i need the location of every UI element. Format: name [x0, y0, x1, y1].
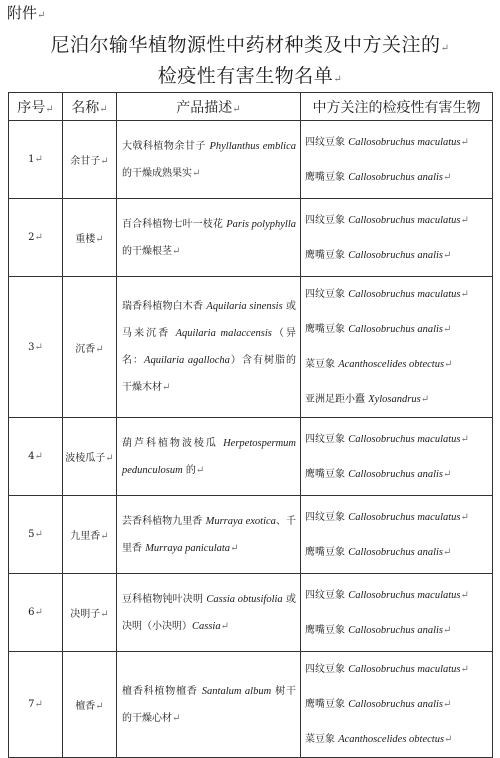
- pest-item: 四纹豆象 Callosobruchus maculatus↵: [305, 589, 469, 601]
- herb-name: 重楼↵: [63, 199, 117, 277]
- pest-item: 鹰嘴豆象 Callosobruchus analis↵: [305, 546, 452, 558]
- table-row: [9, 418, 493, 496]
- page-title-line1: 尼泊尔输华植物源性中药材种类及中方关注的↵: [50, 34, 450, 56]
- row-number: 4↵: [9, 418, 63, 496]
- col-header-name: 名称↵: [63, 93, 117, 121]
- attachment-label: 附件↵: [7, 4, 46, 22]
- row-number: 3↵: [9, 277, 63, 418]
- pest-item: 四纹豆象 Callosobruchus maculatus↵: [305, 511, 469, 523]
- product-description: 葫芦科植物波棱瓜 Herpetospermum pedunculosum 的↵: [117, 418, 301, 496]
- pest-item: 四纹豆象 Callosobruchus maculatus↵: [305, 136, 469, 148]
- page-title-line2: 检疫性有害生物名单↵: [157, 65, 343, 87]
- table-row: [9, 199, 493, 277]
- product-description: 芸香科植物九里香 Murraya exotica、千里香 Murraya paniculata↵: [117, 496, 301, 574]
- table-row: [9, 496, 493, 574]
- pest-item: 鹰嘴豆象 Callosobruchus analis↵: [305, 624, 452, 636]
- product-description: 瑞香科植物白木香 Aquilaria sinensis 或马来沉香 Aquilaria malaccensis（异名：Aquilaria agallocha）含有树脂的干燥木材↵: [117, 277, 301, 418]
- herb-name: 九里香↵: [63, 496, 117, 574]
- row-number: 5↵: [9, 496, 63, 574]
- paragraph-mark: ↵: [37, 10, 46, 21]
- pest-item: 鹰嘴豆象 Callosobruchus analis↵: [305, 171, 452, 183]
- herb-name: 沉香↵: [63, 277, 117, 418]
- pest-list: [301, 652, 493, 758]
- pest-item: 四纹豆象 Callosobruchus maculatus↵: [305, 433, 469, 445]
- pest-item: 亚洲足距小蠹 Xylosandrus↵: [305, 394, 430, 405]
- table-header-row: [9, 93, 493, 121]
- species-table: [8, 92, 493, 758]
- table-row: [9, 574, 493, 652]
- pest-list: [301, 496, 493, 574]
- pest-item: 四纹豆象 Callosobruchus maculatus↵: [305, 664, 469, 675]
- pest-list: [301, 199, 493, 277]
- pest-list: [301, 418, 493, 496]
- table-row: [9, 121, 493, 199]
- herb-name: 檀香↵: [63, 652, 117, 758]
- col-header-no: 序号↵: [9, 93, 63, 121]
- product-description: 百合科植物七叶一枝花 Paris polyphylla 的干燥根茎↵: [117, 199, 301, 277]
- pest-list: [301, 277, 493, 418]
- pest-item: 鹰嘴豆象 Callosobruchus analis↵: [305, 468, 452, 480]
- pest-item: 菜豆象 Acanthoscelides obtectus↵: [305, 734, 453, 745]
- row-number: 6↵: [9, 574, 63, 652]
- pest-item: 四纹豆象 Callosobruchus maculatus↵: [305, 289, 469, 300]
- herb-name: 决明子↵: [63, 574, 117, 652]
- product-description: 大戟科植物余甘子 Phyllanthus emblica 的干燥成熟果实↵: [117, 121, 301, 199]
- row-number: 7↵: [9, 652, 63, 758]
- pest-list: [301, 574, 493, 652]
- pest-item: 鹰嘴豆象 Callosobruchus analis↵: [305, 699, 452, 710]
- product-description: 豆科植物钝叶决明 Cassia obtusifolia 或决明（小决明）Cassia↵: [117, 574, 301, 652]
- col-header-pests: 中方关注的检疫性有害生物: [301, 93, 493, 121]
- pest-item: 四纹豆象 Callosobruchus maculatus↵: [305, 214, 469, 226]
- pest-item: 鹰嘴豆象 Callosobruchus analis↵: [305, 249, 452, 261]
- pest-list: [301, 121, 493, 199]
- row-number: 2↵: [9, 199, 63, 277]
- product-description: 檀香科植物檀香 Santalum album 树干的干燥心材↵: [117, 652, 301, 758]
- row-number: 1↵: [9, 121, 63, 199]
- table-row: [9, 652, 493, 758]
- herb-name: 余甘子↵: [63, 121, 117, 199]
- pest-item: 菜豆象 Acanthoscelides obtectus↵: [305, 359, 453, 370]
- pest-item: 鹰嘴豆象 Callosobruchus analis↵: [305, 324, 452, 335]
- table-row: [9, 277, 493, 418]
- col-header-desc: 产品描述↵: [117, 93, 301, 121]
- herb-name: 波棱瓜子↵: [63, 418, 117, 496]
